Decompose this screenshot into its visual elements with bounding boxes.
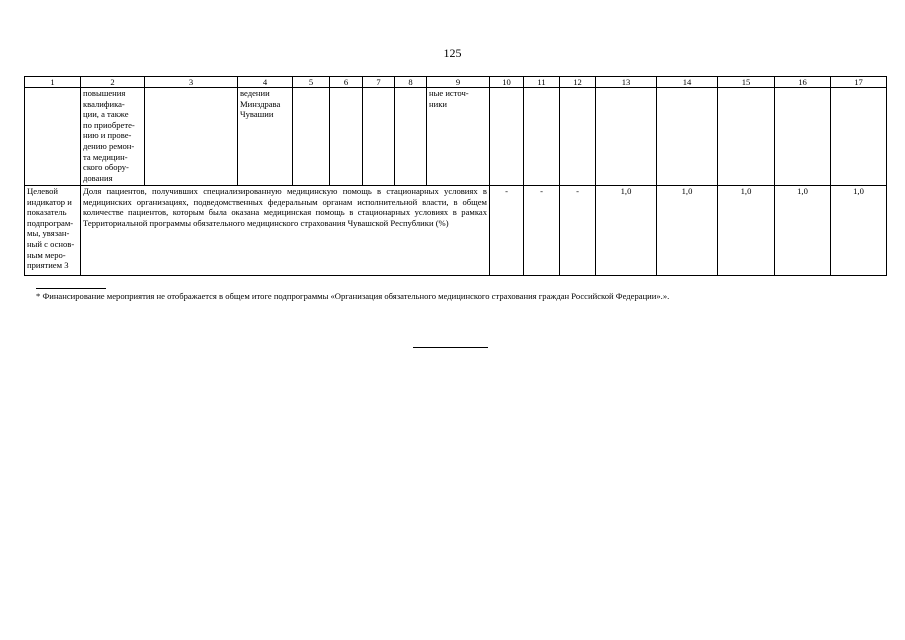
value-cell: 1,0	[831, 186, 887, 276]
header-cell: 11	[524, 77, 560, 88]
header-cell: 9	[427, 77, 490, 88]
table-cell	[831, 88, 887, 186]
footnote-divider	[36, 288, 106, 289]
table-cell	[293, 88, 330, 186]
cell-line: подпрограм-	[27, 217, 74, 228]
cell-line: ный с основ-	[27, 238, 75, 249]
header-cell: 17	[831, 77, 887, 88]
table-cell	[775, 88, 831, 186]
funding-source-cell	[427, 88, 490, 186]
cell-line: Целевой	[27, 186, 59, 196]
header-cell: 8	[395, 77, 427, 88]
cell-line: ского обору-	[83, 162, 129, 173]
cell-line: ные источ-	[429, 88, 469, 98]
table-header-row	[25, 77, 887, 88]
cell-line: Чувашии	[240, 109, 274, 120]
table-cell	[330, 88, 363, 186]
header-cell: 3	[145, 77, 238, 88]
value-cell: 1,0	[718, 186, 775, 276]
cell-line: Минздрава	[240, 98, 281, 109]
header-cell: 2	[81, 77, 145, 88]
cell-line: приятием 3	[27, 260, 69, 271]
table-cell	[657, 88, 718, 186]
table-cell	[560, 88, 596, 186]
value-cell: 1,0	[775, 186, 831, 276]
footnote: * Финансирование мероприятия не отображается в общем итоге подпрограммы «Организация обязательного медицинского страхования граждан Российской Федерации».».	[36, 291, 670, 301]
header-cell: 4	[238, 77, 293, 88]
value-cell: 1,0	[596, 186, 657, 276]
cell-line: показатель	[27, 207, 67, 218]
table-row	[25, 88, 887, 186]
cell-line: индикатор и	[27, 196, 72, 207]
table-cell	[524, 88, 560, 186]
cell-line: повышения	[83, 88, 126, 98]
cell-line: ции, а также	[83, 109, 129, 120]
indicator-label-cell	[25, 186, 81, 276]
header-cell: 16	[775, 77, 831, 88]
cell-line: квалифика-	[83, 98, 125, 109]
header-cell: 13	[596, 77, 657, 88]
page-number: 125	[443, 46, 462, 60]
program-table	[24, 76, 887, 276]
table-cell	[718, 88, 775, 186]
header-cell: 12	[560, 77, 596, 88]
cell-line: ведении	[240, 88, 270, 98]
header-cell: 5	[293, 77, 330, 88]
responsible-cell	[238, 88, 293, 186]
cell-line: ники	[429, 98, 447, 109]
indicator-description: Доля пациентов, получивших специализированную медицинскую помощь в стационарных условиях в медицинских организациях, подведомственных федеральным органам исполнительной власти, в общем количестве пациентов, которым была оказана медицинская помощь в стационарных условиях в рамках Территориальной программы обязательного медицинского страхования Чувашской Республики (%)	[81, 186, 490, 276]
table-cell	[145, 88, 238, 186]
value-cell: -	[560, 186, 596, 276]
cell-line: по приобрете-	[83, 119, 135, 130]
table-cell	[490, 88, 524, 186]
table-cell	[395, 88, 427, 186]
cell-line: нию и прове-	[83, 130, 132, 141]
header-cell: 14	[657, 77, 718, 88]
table-cell	[363, 88, 395, 186]
value-cell: -	[490, 186, 524, 276]
header-cell: 7	[363, 77, 395, 88]
table-cell	[596, 88, 657, 186]
header-cell: 15	[718, 77, 775, 88]
header-cell: 10	[490, 77, 524, 88]
header-cell: 1	[25, 77, 81, 88]
value-cell: 1,0	[657, 186, 718, 276]
table-row	[25, 186, 887, 276]
cell-line: ным меро-	[27, 249, 66, 260]
header-cell: 6	[330, 77, 363, 88]
value-cell: -	[524, 186, 560, 276]
cell-line: дению ремон-	[83, 140, 135, 151]
cell-line: мы, увязан-	[27, 228, 70, 239]
training-equipment-cell	[81, 88, 145, 186]
cell-line: дования	[83, 172, 113, 183]
cell-line: та медицин-	[83, 151, 128, 162]
table-cell	[25, 88, 81, 186]
end-divider	[413, 347, 488, 348]
